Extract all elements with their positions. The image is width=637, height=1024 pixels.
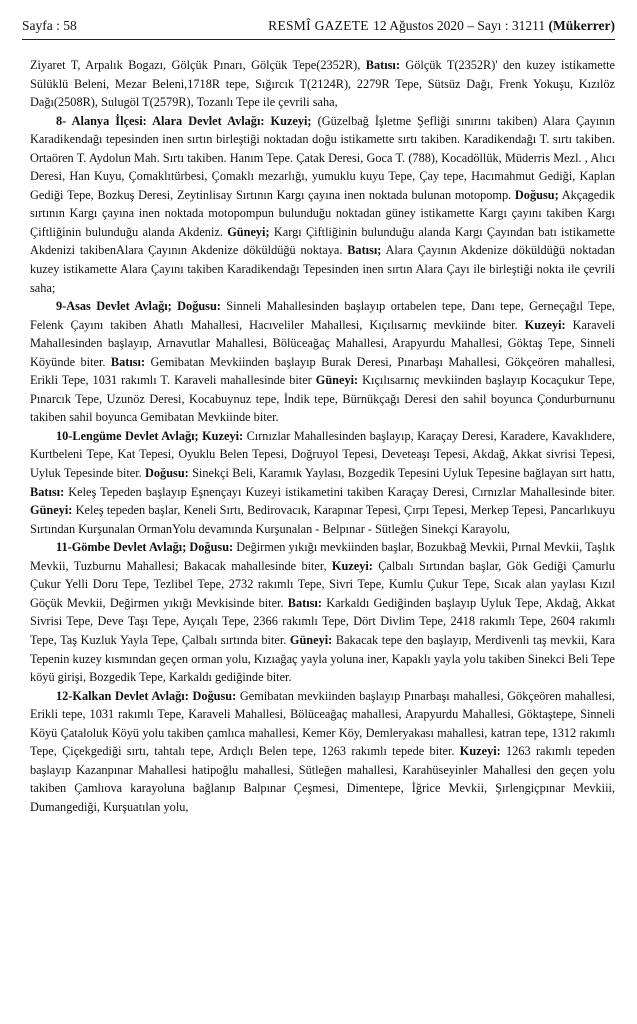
body-text: Karaveli Mahallesinden başlayıp, Arnavutlar Mahallesi, Bölüceağaç Mahallesi, Arapyurdu Mahallesi, Göktaş Tepe, Sinneli Köyünde biter. <box>30 317 615 369</box>
body-text: (Güzelbağ İşletme Şefliği sınırını takiben) Alara Çayının Karadikendağı tepesinden inen sırtın birleştiği noktadan doğu istikamette sırtı takiben. Karadikendağı T. sırtı takiben. Ortaören T. Aydolun Mah. Sırtı takiben. Hanım Tepe. Çatak Deresi, Goca T. (788), Kocadöllük, Müderris Mezl. , Alıcı Deresi, Han Kuyu, Çomaklıtürbesi, Çomaklı mezarlığı, yumuklu kuyu Tepe, Çay tepe, Hacımahmut Gediği, Kaplan Gediği Tepe, Bozkuş Deresi, Zeytinlisay Sırtının Kargı çayına inen noktada bulunan motopomp. <box>30 113 615 202</box>
issue-info <box>373 16 615 36</box>
issue-date-number: 12 Ağustos 2020 – Sayı : 31211 <box>373 18 546 33</box>
bold-heading-text: 9-Asas Devlet Avlağı; Doğusu: <box>56 299 221 314</box>
bold-heading-text: 12-Kalkan Devlet Avlağı: Doğusu: <box>56 688 237 703</box>
bold-heading-text: Doğusu: <box>145 466 189 481</box>
body-text: Ziyaret T, Arpalık Bogazı, Gölçük Pınarı, Gölçük Tepe(2352R), <box>30 58 366 72</box>
body-text: Akçagedik sırtının Kargı çayına inen noktada motopompun bulunduğu noktadan güney istikamette Kargı çayını takiben Kargı Çiftliğinin bulunduğu alanda Akdeniz. <box>30 187 615 239</box>
body-text: Cırnızlar Mahallesinden başlayıp, Karaçay Deresi, Karadere, Kavaklıdere, Kurtbeleni Tepe, Kat Tepesi, Oyuklu Belen Tepesi, Doğruyol Tepesi, Deveteaşı Tepesi, Akdağ, Akkat sivrisi Tepesi, Uyluk Tepesinde biter. <box>30 428 615 481</box>
body-text: Çalbalı Sırtından başlar, Gök Gediği Çamurlu Çukur Yelli Doru Tepe, Tezlibel Tepe, 2732 rakımlı Tepe, Sivri Tepe, Kumlu Çukur Tepe, Sıcak alan yaylası Kızıl Göçük Mevkii, Değirmen yıkığı Mevkisinde biter. <box>30 558 615 610</box>
body-text: Kıçılısarnıç mevkiinden başlayıp Kocaçukur Tepe, Pınarcık Tepe, Uzunöz Deresi, Kocabuynuz tepe, İndik tepe, Bürnükçağı Deresi den sahil boyunca Çondurburnunu takiben sahil boyunca Gemibatan Mevkiinde biter. <box>30 373 616 425</box>
paragraph-lengume <box>30 427 615 538</box>
bold-heading-text: Batısı: <box>30 484 65 499</box>
body-text: Gemibatan Mevkiinden başlayıp Burak Deresi, Pınarbaşı Mahallesi, Gökçeören mahallesi, Erikli Tepe, 1031 rakımlı T. Karaveli mahallesinde biter <box>30 354 615 388</box>
body-text: 1263 rakımlı tepeden başlayıp Kazanpınar Mahallesi hatipoğlu mahallesi, Sütleğen mahallesi, Karahüseyinler Mahallesi den geçen yolu takiben Çamlıova karayoluna bağlanıp Balpınar Çeşmesi, Dimentepe, İğrice Mevkii, Şırlengiçpınar Mevkiii, Dumangediği, Kurşuatılan yolu, <box>30 744 615 814</box>
body-text: Gemibatan mevkiinden başlayıp Pınarbaşı mahallesi, Gökçeören mahallesi, Erikli tepe, 1031 rakımlı Tepe, Karaveli Mahallesi, Bölüceağaç mahallesi, Arapyurdu Mahallesi, Göktaştepe, Sinneli Köyü Çataloluk Köyü yolu takiben çamlıca mahallesi, Kemer Köy, Demleryakası mahallesi, katran tepe, 1312 rakımlı Tepe, Çiçekgediği sırtı, tahtalı tepe, Ardıçlı Belen tepe, 1263 rakımlı tepede biter. <box>30 688 615 759</box>
paragraph-alanya <box>30 112 615 297</box>
bold-heading-text: Güneyi: <box>315 373 359 388</box>
bold-heading-text: Kuzeyi: <box>331 558 373 573</box>
issue-repeat-label: (Mükerrer) <box>548 18 615 33</box>
bold-heading-text: Kuzeyi: <box>459 744 501 759</box>
body-text: Keleş Tepeden başlayıp Eşnençayı Kuzeyi istikametini takiben Karaçay Deresi, Cırnızlar Mahallesinde biter. <box>64 484 615 499</box>
body-text: Keleş tepeden başlar, Keneli Sırtı, Bedirovacık, Karapınar Tepesi, Çırpı Tepesi, Merkep Tepesi, Pancarlıkuyu Sırtından Kurşunalan OrmanYolu devamında Kurşunalan - Belpınar - Sütleğen Sinekçi Karayolu, <box>30 503 615 536</box>
body-text: Bakacak tepe den başlayıp, Merdivenli taş mevkii, Kara Tepenin kuzey kısmından geçen orman yolu, Kızıağaç yayla yoluna iner, Kapaklı yayla yolu takiben Sinekci Beli Tepe köyü girişi, Bozgedik Tepe, Karkaldı gediğinde biter. <box>30 632 615 685</box>
bold-heading-text: Güneyi: <box>30 503 73 518</box>
paragraph-intro <box>30 56 615 112</box>
document-body <box>30 56 615 816</box>
page-number: Sayfa : 58 <box>22 18 77 33</box>
body-text: Sinneli Mahallesinden başlayıp ortabelen tepe, Danı tepe, Gerneçağıl Tepe, Felenk Çayını takiben Ahatlı Mahallesi, Hacıveliler Mahallesi, Kıçılısarnıç mevkiinde biter. <box>30 299 615 332</box>
body-text: Karkaldı Gediğinden başlayıp Uyluk Tepe, Akdağ, Akkat Sivrisi Tepe, Deve Taşı Tepe, Ayıçalı Tepe, 2366 rakımlı Tepe, Dört Divlim Tepe, 2418 rakımlı Tepe, 2604 rakımlı Tepe, Taş Kuzluk Yayla Tepe, Çalbalı sırtında biter. <box>30 595 615 647</box>
bold-heading-text: Batısı: <box>365 58 400 72</box>
body-text: Gölçük T(2352R)' den kuzey istikamette Sülüklü Beleni, Mezar Beleni,1718R tepe, Sığırcık T(2124R), 2279R Tepe, Sütsüz Dağı, Frenk Yokuşu, Kızılöz Dağı(2508R), Sulugöl T(2579R), Tozanlı Tepe ile çevrili saha, <box>30 58 615 110</box>
gazette-title: RESMÎ GAZETE <box>268 18 369 33</box>
bold-heading-text: Batısı: <box>287 595 322 610</box>
paragraph-kalkan <box>30 687 615 817</box>
bold-heading-text: Kuzeyi: <box>524 317 566 332</box>
body-text: Sinekçi Beli, Karamık Yaylası, Bozgedik Tepesini Uyluk Tepesine bağlayan sırt hattı, <box>188 466 615 481</box>
body-text: Kargı Çiftliğinin bulunduğu alanda Kargı Çayından batı istikamette Akdenizi takibenAlara Çayının Akdenize döküldüğü noktaya. <box>30 224 615 258</box>
page-header <box>22 16 615 38</box>
bold-heading-text: 10-Lengüme Devlet Avlağı; Kuzeyi: <box>56 428 244 443</box>
paragraph-gombe <box>30 538 615 686</box>
bold-heading-text: Güneyi: <box>289 632 333 647</box>
bold-heading-text: Batısı: <box>110 354 146 369</box>
header-rule <box>22 39 615 40</box>
bold-heading-text: Güneyi; <box>227 224 270 239</box>
body-text: Alara Çayının Akdenize döküldüğü noktadan kuzey istikamette Alara Çayını takiben Karadikendağı Tepesinden inen sırtın Alara Çayı ile birleştiği nokta ile çevrili saha; <box>30 243 615 295</box>
bold-heading-text: Doğusu; <box>514 187 559 202</box>
bold-heading-text: Batısı; <box>347 243 382 258</box>
bold-heading-text: 11-Gömbe Devlet Avlağı; Doğusu: <box>56 540 234 555</box>
paragraph-asas <box>30 297 615 427</box>
bold-heading-text: 8- Alanya İlçesi: Alara Devlet Avlağı: Kuzeyi; <box>56 113 312 128</box>
body-text: Değirmen yıkığı mevkiinden başlar, Bozukbağ Mevkii, Pırnal Mevkii, Taşlık Mevkii, Tuzburnu Mahallesi; Bakacak mahallesinde biter, <box>30 540 615 573</box>
